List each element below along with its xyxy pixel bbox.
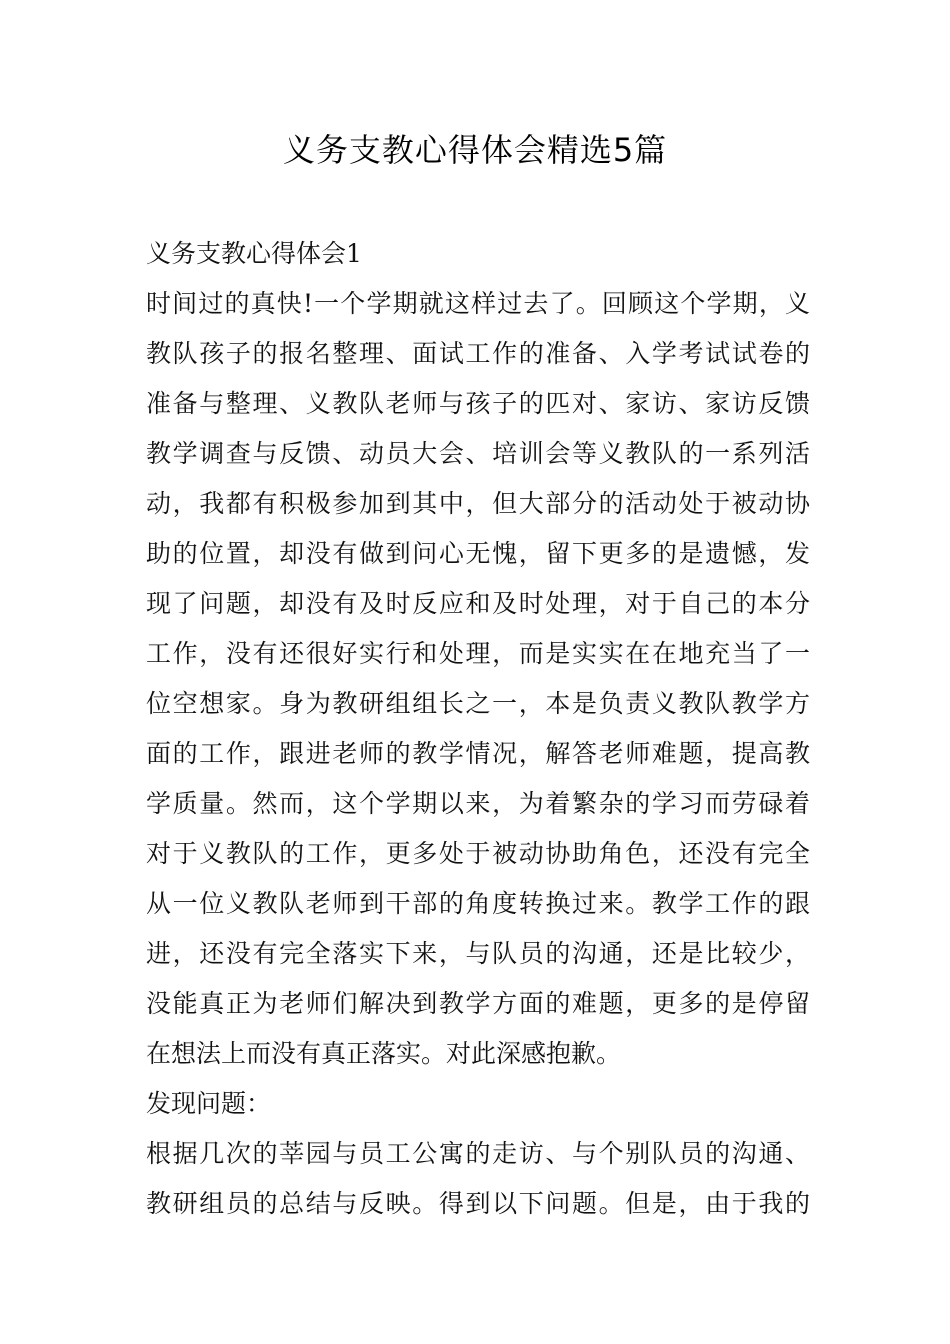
- paragraph-line: 教研组员的总结与反映。得到以下问题。但是，由于我的: [146, 1189, 810, 1218]
- paragraph-line: 教队孩子的报名整理、面试工作的准备、入学考试试卷的: [146, 339, 810, 368]
- subheading: 发现问题：: [146, 1089, 272, 1118]
- paragraph-line: 现了问题，却没有及时反应和及时处理，对于自己的本分: [146, 589, 810, 618]
- paragraph-line: 工作，没有还很好实行和处理，而是实实在在地充当了一: [146, 639, 810, 668]
- paragraph-line: 时间过的真快!一个学期就这样过去了。回顾这个学期，义: [146, 289, 810, 318]
- paragraph-line: 面的工作，跟进老师的教学情况，解答老师难题，提高教: [146, 739, 810, 768]
- paragraph-line: 准备与整理、义教队老师与孩子的匹对、家访、家访反馈: [146, 389, 810, 418]
- paragraph-line: 位空想家。身为教研组组长之一，本是负责义教队教学方: [146, 689, 810, 718]
- section-heading: 义务支教心得体会1: [146, 239, 362, 268]
- paragraph-line: 根据几次的莘园与员工公寓的走访、与个别队员的沟通、: [146, 1139, 810, 1168]
- paragraph-line: 动，我都有积极参加到其中，但大部分的活动处于被动协: [146, 489, 810, 518]
- paragraph-line: 学质量。然而，这个学期以来，为着繁杂的学习而劳碌着: [146, 789, 810, 818]
- paragraph-line: 在想法上而没有真正落实。对此深感抱歉。: [146, 1039, 622, 1068]
- paragraph-line: 对于义教队的工作，更多处于被动协助角色，还没有完全: [146, 839, 810, 868]
- paragraph-line: 助的位置，却没有做到问心无愧，留下更多的是遗憾，发: [146, 539, 810, 568]
- document-body: [146, 229, 810, 1229]
- paragraph-line: 教学调查与反馈、动员大会、培训会等义教队的一系列活: [146, 439, 810, 468]
- paragraph-line: 从一位义教队老师到干部的角度转换过来。教学工作的跟: [146, 889, 810, 918]
- document-title: 义务支教心得体会精选5篇: [282, 131, 668, 169]
- paragraph-line: 进，还没有完全落实下来，与队员的沟通，还是比较少，: [146, 939, 810, 968]
- paragraph-line: 没能真正为老师们解决到教学方面的难题，更多的是停留: [146, 989, 810, 1018]
